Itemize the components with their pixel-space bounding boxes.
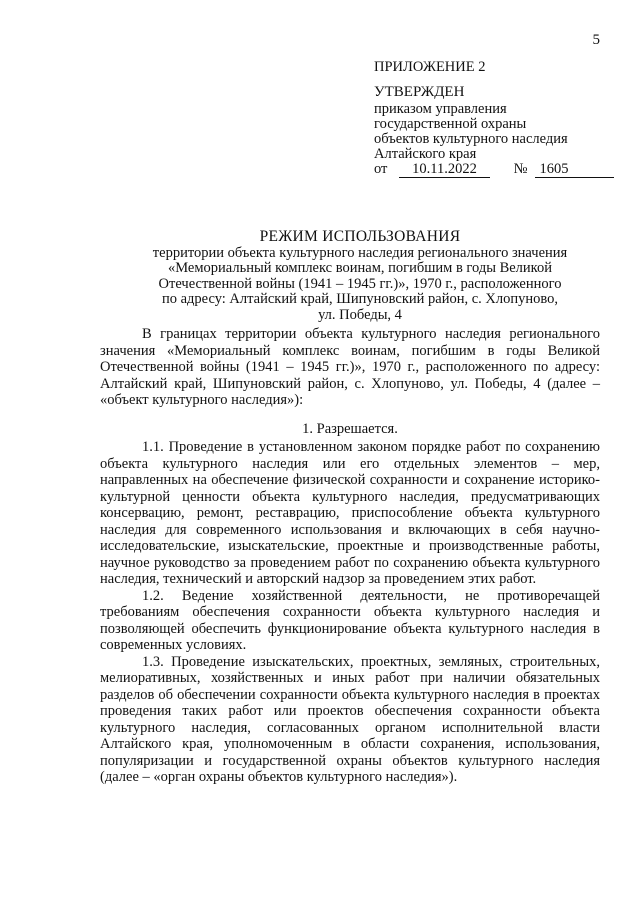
approval-line: объектов культурного наследия: [374, 131, 568, 147]
item-1-2: 1.2. Ведение хозяйственной деятельности, не противоречащей требованиям обеспечения сохранности объекта культурного наследия и позволяющей обеспечить функционирование объекта культурного наследия в современных условиях.: [100, 587, 600, 653]
document-title: [80, 229, 640, 323]
approved-label: УТВЕРЖДЕН: [374, 84, 465, 100]
order-date-number: [374, 162, 614, 178]
order-date: 10.11.2022: [399, 162, 489, 178]
item-1-3: 1.3. Проведение изыскательских, проектных, земляных, строительных, мелиоративных, хозяйственных и иных работ при наличии обязательных разделов об обеспечении сохранности объекта культурного наследия в проектах проведения таких работ или проектов обеспечения сохранности объекта культурного наследия, согласованных органом исполнительной власти Алтайского края, уполномоченным в области сохранения, использования, популяризации и государственной охраны объектов культурного наследия (далее – «орган охраны объектов культурного наследия»).: [100, 653, 600, 785]
title-line: территории объекта культурного наследия регионального значения: [152, 244, 568, 261]
title-line: по адресу: Алтайский край, Шипуновский район, с. Хлопуново,: [161, 291, 559, 307]
from-label: от: [374, 161, 388, 177]
section-heading: 1. Разрешается.: [302, 420, 398, 437]
number-label: №: [513, 161, 528, 177]
title-line: Отечественной войны (1941 – 1945 гг.)», 1970 г., расположенного: [158, 275, 562, 292]
title-line: «Мемориальный комплекс воинам, погибшим в годы Великой: [167, 260, 552, 276]
approval-line: приказом управления: [374, 101, 507, 117]
title-line: ул. Победы, 4: [318, 306, 402, 323]
approval-line: Алтайского края: [374, 146, 477, 162]
document-body: [100, 326, 600, 786]
approval-line: государственной охраны: [374, 116, 527, 132]
page-number: 5: [592, 32, 600, 48]
regime-title: РЕЖИМ ИСПОЛЬЗОВАНИЯ: [259, 228, 461, 245]
approval-block: [374, 60, 614, 178]
order-number: 1605: [535, 162, 614, 178]
intro-paragraph: В границах территории объекта культурного наследия регионального значения «Мемориальный комплекс воинам, погибшим в годы Великой Отечественной войны (1941 – 1945 гг.)», 1970 г., расположенного по адресу: Алтайский край, Шипуновский район, с. Хлопуново, ул. Победы, 4 (далее – «объект культурного наследия»):: [100, 326, 600, 408]
item-1-1: 1.1. Проведение в установленном законом порядке работ по сохранению объекта культурного наследия или его отдельных элементов – мер, направленных на обеспечение физической сохранности и сохранение историко-культурной ценности объекта культурного наследия, предусматривающих консервацию, ремонт, реставрацию, приспособление объекта культурного наследия для современного использования и включающих в себя научно-исследовательские, изыскательские, проектные и производственные работы, научное руководство за проведением работ по сохранению объекта культурного наследия, технический и авторский надзор за проведением этих работ.: [100, 439, 600, 587]
appendix-label: ПРИЛОЖЕНИЕ 2: [374, 59, 486, 75]
